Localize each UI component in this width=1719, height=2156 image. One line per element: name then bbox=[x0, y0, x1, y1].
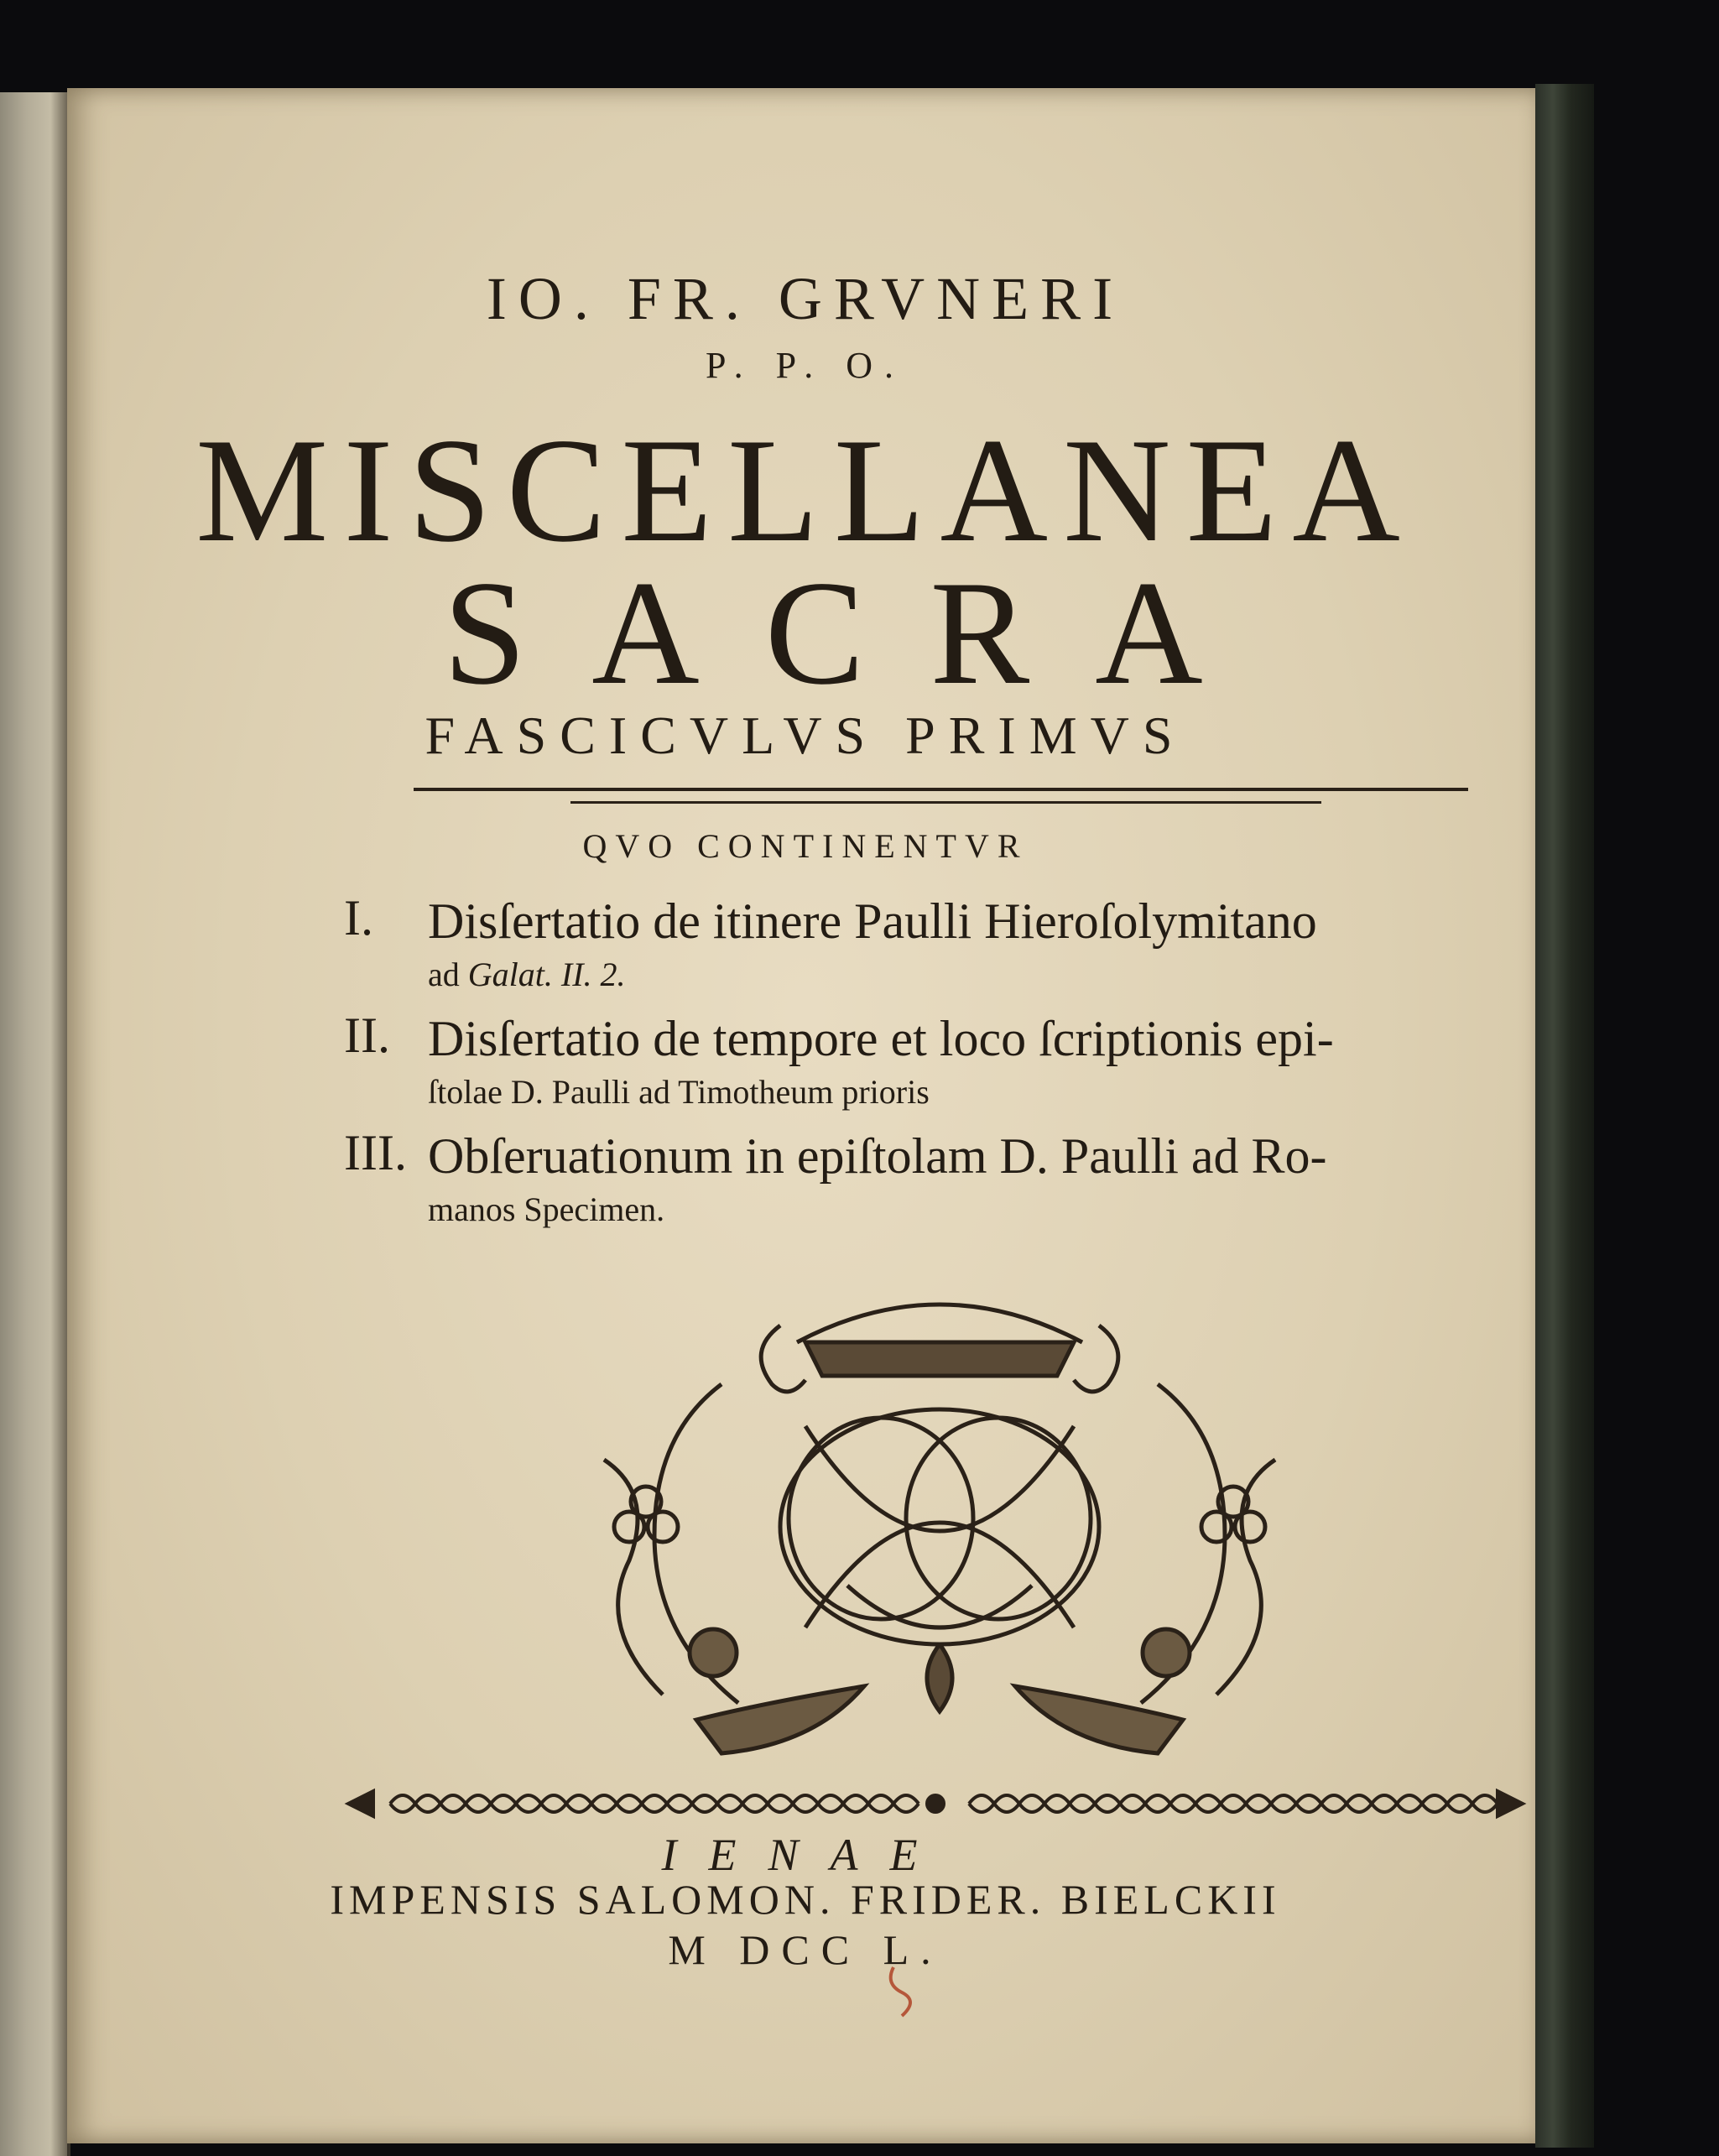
item-line-2: ad Galat. II. 2. bbox=[428, 956, 626, 993]
contents-heading: QVO CONTINENTVR bbox=[582, 827, 1029, 865]
title-page bbox=[67, 88, 1544, 2143]
item-line-1: Disſertatio de tempore et loco ſcriptionis epi- bbox=[428, 1011, 1334, 1066]
item-line-2: ſtolae D. Paulli ad Timotheum prioris bbox=[428, 1073, 930, 1111]
author-name: IO. FR. GRVNERI bbox=[486, 265, 1125, 332]
contents-list bbox=[344, 889, 1535, 1242]
contents-item bbox=[344, 1124, 1535, 1232]
facing-page-edge bbox=[0, 92, 70, 2156]
imprint-publisher: IMPENSIS SALOMON. FRIDER. BIELCKII bbox=[330, 1876, 1281, 1923]
item-line-2: manos Specimen. bbox=[428, 1190, 665, 1228]
fascicle-label: FASCICVLVS PRIMVS bbox=[425, 706, 1186, 765]
decorative-border-icon bbox=[340, 1783, 1531, 1825]
printers-ornament-icon bbox=[529, 1250, 1351, 1770]
title-rule-thick bbox=[414, 788, 1468, 791]
book-subtitle: SACRA bbox=[443, 549, 1268, 716]
ink-mark-icon bbox=[881, 1959, 931, 2018]
title-rule-thin bbox=[570, 801, 1321, 804]
item-numeral: III. bbox=[344, 1125, 407, 1180]
item-numeral: I. bbox=[344, 890, 373, 945]
contents-item bbox=[344, 889, 1535, 997]
item-line-1: Disſertatio de itinere Paulli Hieroſolymitano bbox=[428, 893, 1317, 949]
imprint-city: IENAE bbox=[661, 1830, 950, 1880]
contents-item bbox=[344, 1007, 1535, 1114]
book-title: MISCELLANEA bbox=[195, 407, 1415, 573]
author-title: P. P. O. bbox=[706, 345, 905, 386]
imprint-year: M DCC L. bbox=[668, 1926, 943, 1973]
book-cover-edge bbox=[1535, 84, 1594, 2148]
item-line-1: Obſeruationum in epiſtolam D. Paulli ad Ro- bbox=[428, 1128, 1327, 1184]
item-numeral: II. bbox=[344, 1008, 390, 1063]
